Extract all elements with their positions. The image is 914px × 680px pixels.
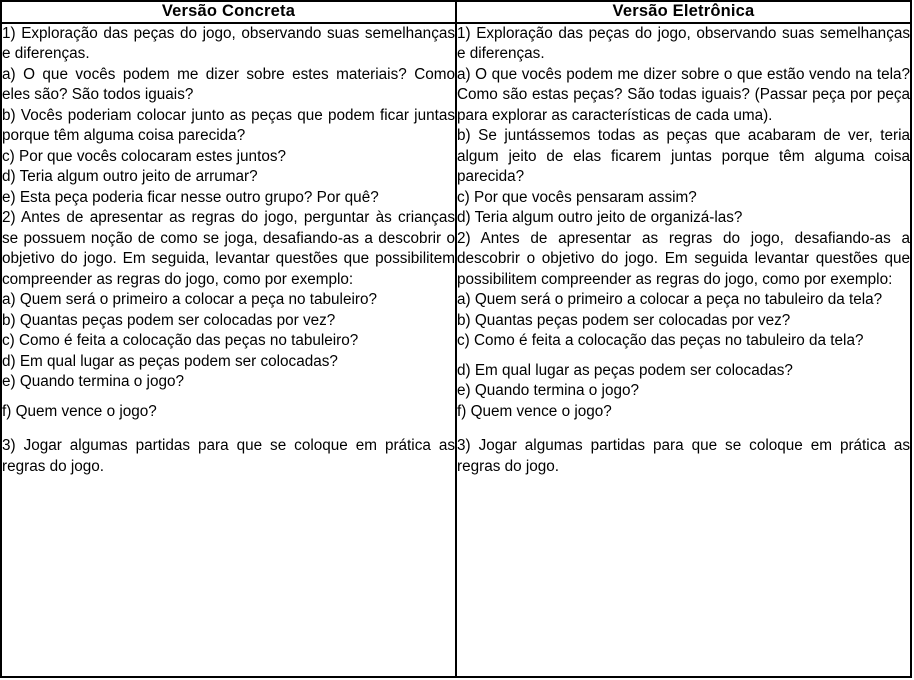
paragraph: 3) Jogar algumas partidas para que se coloque em prática as regras do jogo. [457,437,910,475]
paragraph: a) O que vocês podem me dizer sobre estes materiais? Como eles são? São todos iguais? [2,65,455,104]
paragraph: a) O que vocês podem me dizer sobre o que estão vendo na tela? Como são estas peças? São todas iguais? (Passar peça por peça para explorar as características de cada uma). [457,65,910,124]
concrete-paragraph-list [2,24,455,477]
paragraph: c) Por que vocês pensaram assim? [457,188,697,206]
paragraph: c) Por que vocês colocaram estes juntos? [2,147,286,165]
paragraph: a) Quem será o primeiro a colocar a peça no tabuleiro da tela? [457,291,883,309]
cell-electronic-content [456,23,911,677]
paragraph: 1) Exploração das peças do jogo, observando suas semelhanças e diferenças. [457,25,910,63]
paragraph: d) Teria algum outro jeito de arrumar? [2,168,258,186]
electronic-paragraph-list [457,24,910,477]
paragraph: e) Quando termina o jogo? [2,373,184,391]
column-header-concrete: Versão Concreta [1,1,456,23]
column-header-electronic: Versão Eletrônica [456,1,911,23]
paragraph: f) Quem vence o jogo? [2,402,157,420]
paragraph: b) Quantas peças podem ser colocadas por vez? [457,311,791,329]
table-content-row [1,23,911,677]
paragraph: c) Como é feita a colocação das peças no tabuleiro? [2,332,359,350]
paragraph: 3) Jogar algumas partidas para que se coloque em prática as regras do jogo. [2,437,455,475]
paragraph: a) Quem será o primeiro a colocar a peça no tabuleiro? [2,291,377,309]
table-header-row [1,1,911,23]
paragraph: b) Se juntássemos todas as peças que acabaram de ver, teria algum jeito de elas ficarem juntas porque têm alguma coisa parecida? [457,127,910,186]
paragraph: 2) Antes de apresentar as regras do jogo, perguntar às crianças se possuem noção de como se joga, desafiando-as a descobrir o objetivo do jogo. Em seguida, levantar questões que possibilitem compreender as regras do jogo, como por exemplo: [2,209,455,288]
paragraph: e) Quando termina o jogo? [457,382,639,400]
paragraph: d) Em qual lugar as peças podem ser colocadas? [2,352,338,370]
paragraph: b) Vocês poderiam colocar junto as peças que podem ficar juntas porque têm alguma coisa parecida? [2,106,455,145]
paragraph: 1) Exploração das peças do jogo, observando suas semelhanças e diferenças. [2,25,455,63]
paragraph: d) Em qual lugar as peças podem ser colocadas? [457,361,793,379]
paragraph: b) Quantas peças podem ser colocadas por vez? [2,311,336,329]
paragraph: d) Teria algum outro jeito de organizá-las? [457,209,743,227]
cell-concrete-content [1,23,456,677]
paragraph: f) Quem vence o jogo? [457,402,612,420]
paragraph: e) Esta peça poderia ficar nesse outro grupo? Por quê? [2,188,379,206]
paragraph: 2) Antes de apresentar as regras do jogo, desafiando-as a descobrir o objetivo do jogo. Em seguida levantar questões que possibilitem compreender as regras do jogo, como por exemplo: [457,229,910,288]
paragraph: c) Como é feita a colocação das peças no tabuleiro da tela? [457,332,864,350]
